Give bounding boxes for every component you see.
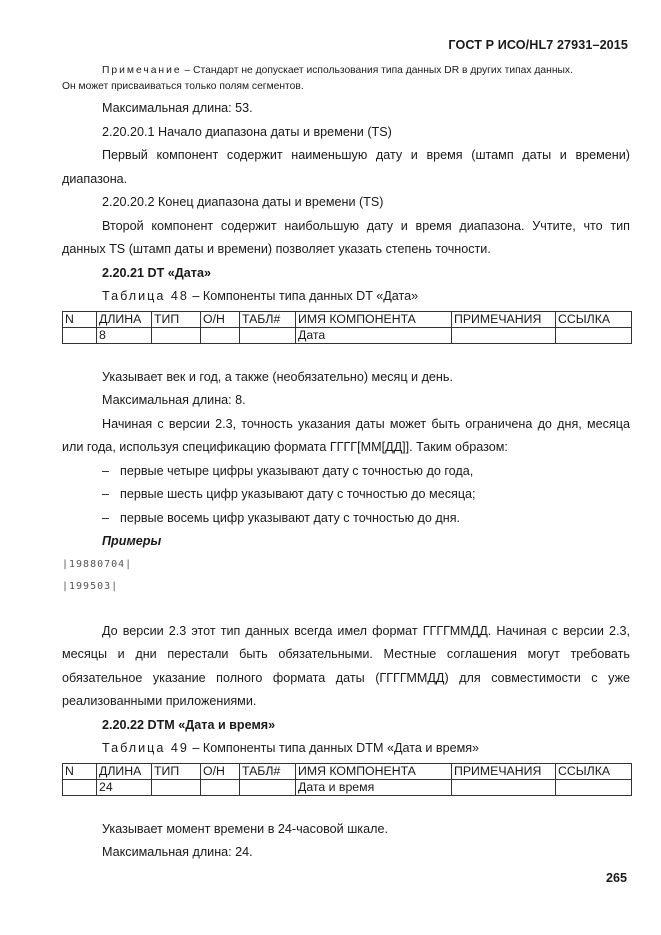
table-49-caption — [62, 737, 630, 761]
section-ts-end-heading: 2.20.20.2 Конец диапазона даты и времени (TS) — [102, 195, 384, 209]
list-item — [62, 507, 630, 531]
max-length-8: Максимальная длина: 8. — [102, 393, 246, 407]
column-header: ТАБЛ# — [240, 311, 296, 327]
table-cell — [240, 779, 296, 795]
table-cell: 8 — [97, 327, 152, 343]
table-cell: 24 — [97, 779, 152, 795]
table-cell: Дата — [296, 327, 452, 343]
column-header: ТИП — [152, 763, 201, 779]
table-cell — [452, 779, 556, 795]
list-item-text: первые четыре цифры указывают дату с точностью до года, — [120, 463, 474, 478]
list-dash: – — [102, 510, 110, 525]
table-row — [63, 327, 632, 343]
ts-start-paragraph: Первый компонент содержит наименьшую дату и время (штамп даты и времени) диапазона. — [62, 148, 630, 186]
max-length-53: Максимальная длина: 53. — [102, 101, 253, 115]
table-cell: Дата и время — [296, 779, 452, 795]
note-paragraph-continued: Он может присваиваться только полям сегментов. — [62, 81, 304, 92]
table-cell — [452, 327, 556, 343]
table-cell — [556, 779, 632, 795]
dtm-description: Указывает момент времени в 24-часовой шкале. — [102, 821, 388, 836]
list-item-text: первые восемь цифр указывают дату с точностью до дня. — [120, 510, 461, 525]
table-header-row — [63, 763, 632, 779]
column-header: ТИП — [152, 311, 201, 327]
dt-description: Указывает век и год, а также (необязательно) месяц и день. — [102, 369, 453, 384]
column-header: ССЫЛКА — [556, 311, 632, 327]
column-header: ПРИМЕЧАНИЯ — [452, 311, 556, 327]
table-cell — [201, 779, 240, 795]
table-49-caption-label: Таблица 49 — [102, 741, 189, 755]
table-48-caption-label: Таблица 48 — [102, 289, 189, 303]
example-code: |199503| — [62, 580, 119, 592]
list-item-text: первые шесть цифр указывают дату с точностью до месяца; — [120, 487, 476, 501]
table-cell — [152, 327, 201, 343]
column-header: ПРИМЕЧАНИЯ — [452, 763, 556, 779]
list-dash: – — [102, 463, 110, 478]
table-49 — [62, 763, 632, 796]
table-48-caption — [62, 285, 630, 309]
list-item — [62, 460, 630, 484]
table-49-caption-text: – Компоненты типа данных DTM «Дата и время» — [188, 741, 480, 755]
list-dash: – — [102, 487, 110, 501]
section-dt-heading: 2.20.21 DT «Дата» — [102, 265, 211, 280]
section-dtm-heading: 2.20.22 DTM «Дата и время» — [102, 717, 276, 732]
column-header: ДЛИНА — [97, 763, 152, 779]
table-cell — [152, 779, 201, 795]
note-label: Примечание — [102, 65, 182, 76]
table-header-row — [63, 311, 632, 327]
note-text: – Стандарт не допускает использования типа данных DR в других типах данных. — [181, 65, 573, 76]
table-cell — [556, 327, 632, 343]
table-row — [63, 779, 632, 795]
column-header: N — [63, 311, 97, 327]
column-header: ДЛИНА — [97, 311, 152, 327]
example-code: |19880704| — [62, 558, 133, 570]
page-content — [62, 60, 630, 865]
precision-paragraph: Начиная с версии 2.3, точность указания даты может быть ограничена до дня, месяца или года, используя спецификацию формата ГГГГ[ММ[ДД]]. Таким образом: — [62, 416, 630, 454]
column-header: О/Н — [201, 763, 240, 779]
table-cell — [63, 779, 97, 795]
column-header: ИМЯ КОМПОНЕНТА — [296, 311, 452, 327]
examples-heading: Примеры — [102, 534, 162, 548]
ts-end-paragraph: Второй компонент содержит наибольшую дату и время диапазона. Учтите, что тип данных TS (штамп даты и времени) позволяет указать степень точности. — [62, 218, 630, 256]
list-item — [62, 483, 630, 507]
history-paragraph: До версии 2.3 этот тип данных всегда имел формат ГГГГММДД. Начиная с версии 2.3, месяцы и дни перестали быть обязательными. Местные соглашения могут требовать обязательное указание полного формата даты (ГГГГММДД) для совместимости с уже реализованными приложениями. — [62, 623, 630, 708]
table-cell — [240, 327, 296, 343]
table-cell — [201, 327, 240, 343]
table-cell — [63, 327, 97, 343]
document-header-title: ГОСТ Р ИСО/HL7 27931–2015 — [448, 38, 628, 52]
table-48 — [62, 311, 632, 344]
column-header: ТАБЛ# — [240, 763, 296, 779]
section-ts-start-heading: 2.20.20.1 Начало диапазона даты и времени (TS) — [102, 124, 392, 139]
max-length-24: Максимальная длина: 24. — [102, 845, 253, 859]
column-header: N — [63, 763, 97, 779]
table-48-caption-text: – Компоненты типа данных DT «Дата» — [188, 289, 419, 303]
column-header: ИМЯ КОМПОНЕНТА — [296, 763, 452, 779]
column-header: ССЫЛКА — [556, 763, 632, 779]
page-number: 265 — [605, 871, 627, 885]
column-header: О/Н — [201, 311, 240, 327]
